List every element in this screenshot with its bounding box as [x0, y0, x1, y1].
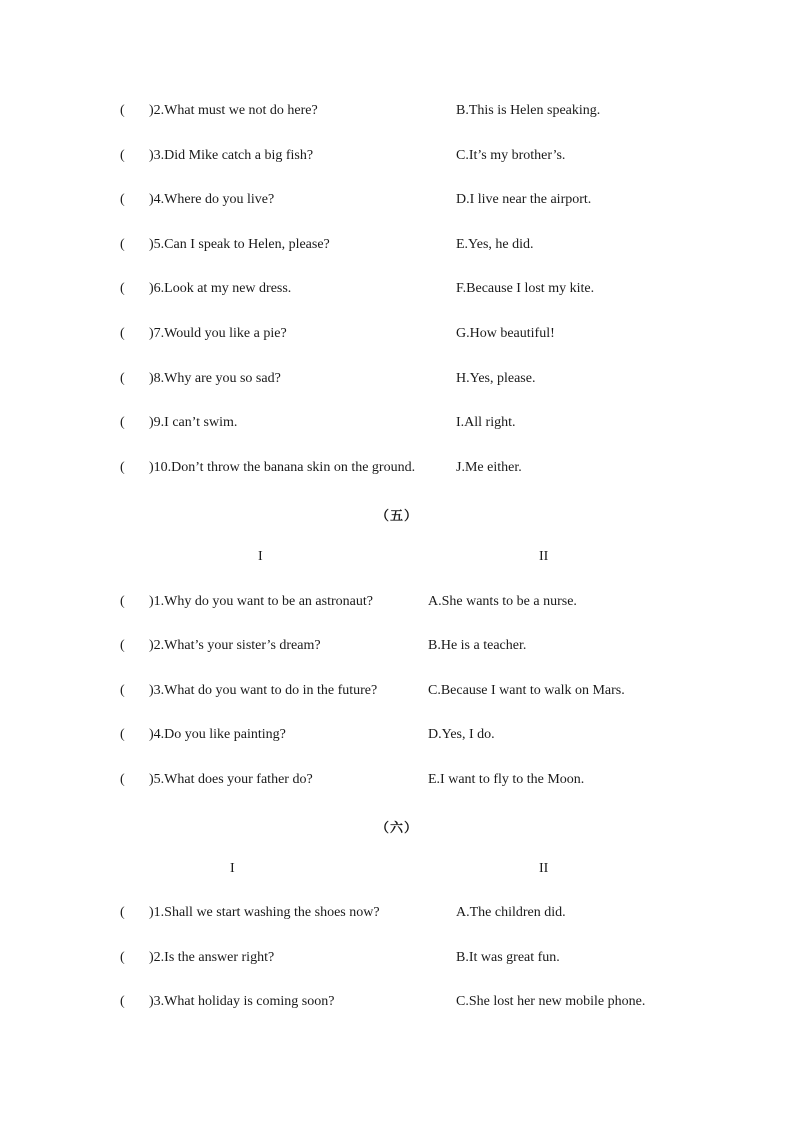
list-item [0, 415, 794, 439]
answer-blank[interactable]: ( [120, 281, 125, 296]
list-item [0, 727, 794, 751]
answer-blank[interactable]: ( [120, 371, 125, 386]
question-text: )8.Why are you so sad? [149, 371, 281, 386]
answer-blank[interactable]: ( [120, 192, 125, 207]
list-item [0, 772, 794, 796]
answer-blank[interactable]: ( [120, 594, 125, 609]
answer-option: D.Yes, I do. [428, 727, 495, 742]
question-text: )2.What must we not do here? [149, 103, 318, 118]
answer-option: I.All right. [456, 415, 516, 430]
question-text: )6.Look at my new dress. [149, 281, 292, 296]
answer-option: A.She wants to be a nurse. [428, 594, 577, 609]
answer-option: C.Because I want to walk on Mars. [428, 683, 625, 698]
answer-blank[interactable]: ( [120, 683, 125, 698]
answer-blank[interactable]: ( [120, 326, 125, 341]
list-item [0, 371, 794, 395]
question-text: )5.What does your father do? [149, 772, 313, 787]
column-header-1: I [258, 549, 263, 564]
question-text: )1.Why do you want to be an astronaut? [149, 594, 373, 609]
list-item [0, 281, 794, 305]
answer-blank[interactable]: ( [120, 460, 125, 475]
question-text: )1.Shall we start washing the shoes now? [149, 905, 380, 920]
answer-option: E.Yes, he did. [456, 237, 534, 252]
answer-blank[interactable]: ( [120, 772, 125, 787]
answer-blank[interactable]: ( [120, 237, 125, 252]
answer-option: A.The children did. [456, 905, 566, 920]
section-heading: （五） [375, 508, 418, 523]
column-header-2: II [539, 861, 549, 876]
question-text: )10.Don’t throw the banana skin on the ground. [149, 460, 416, 475]
question-text: )4.Where do you live? [149, 192, 275, 207]
question-text: )9.I can’t swim. [149, 415, 238, 430]
answer-option: B.This is Helen speaking. [456, 103, 601, 118]
answer-option: C.She lost her new mobile phone. [456, 994, 646, 1009]
answer-blank[interactable]: ( [120, 103, 125, 118]
answer-blank[interactable]: ( [120, 950, 125, 965]
question-text: )2.Is the answer right? [149, 950, 275, 965]
question-text: )2.What’s your sister’s dream? [149, 638, 321, 653]
list-item [0, 638, 794, 662]
answer-blank[interactable]: ( [120, 415, 125, 430]
list-item [0, 905, 794, 929]
answer-option: C.It’s my brother’s. [456, 148, 566, 163]
list-item [0, 460, 794, 484]
list-item [0, 994, 794, 1018]
answer-option: G.How beautiful! [456, 326, 555, 341]
list-item [0, 326, 794, 350]
question-text: )3.What do you want to do in the future? [149, 683, 378, 698]
answer-option: B.It was great fun. [456, 950, 560, 965]
answer-option: H.Yes, please. [456, 371, 536, 386]
answer-option: J.Me either. [456, 460, 522, 475]
list-item [0, 950, 794, 974]
question-text: )3.What holiday is coming soon? [149, 994, 335, 1009]
question-text: )4.Do you like painting? [149, 727, 286, 742]
question-text: )5.Can I speak to Helen, please? [149, 237, 330, 252]
section-heading: （六） [375, 820, 418, 835]
list-item [0, 103, 794, 127]
column-header-1: I [230, 861, 235, 876]
answer-blank[interactable]: ( [120, 994, 125, 1009]
list-item [0, 148, 794, 172]
answer-option: D.I live near the airport. [456, 192, 592, 207]
list-item [0, 594, 794, 618]
answer-blank[interactable]: ( [120, 905, 125, 920]
list-item [0, 192, 794, 216]
list-item [0, 237, 794, 261]
column-header-2: II [539, 549, 549, 564]
question-text: )3.Did Mike catch a big fish? [149, 148, 314, 163]
answer-blank[interactable]: ( [120, 638, 125, 653]
answer-option: E.I want to fly to the Moon. [428, 772, 585, 787]
answer-option: F.Because I lost my kite. [456, 281, 595, 296]
answer-blank[interactable]: ( [120, 727, 125, 742]
question-text: )7.Would you like a pie? [149, 326, 287, 341]
answer-blank[interactable]: ( [120, 148, 125, 163]
list-item [0, 683, 794, 707]
answer-option: B.He is a teacher. [428, 638, 527, 653]
